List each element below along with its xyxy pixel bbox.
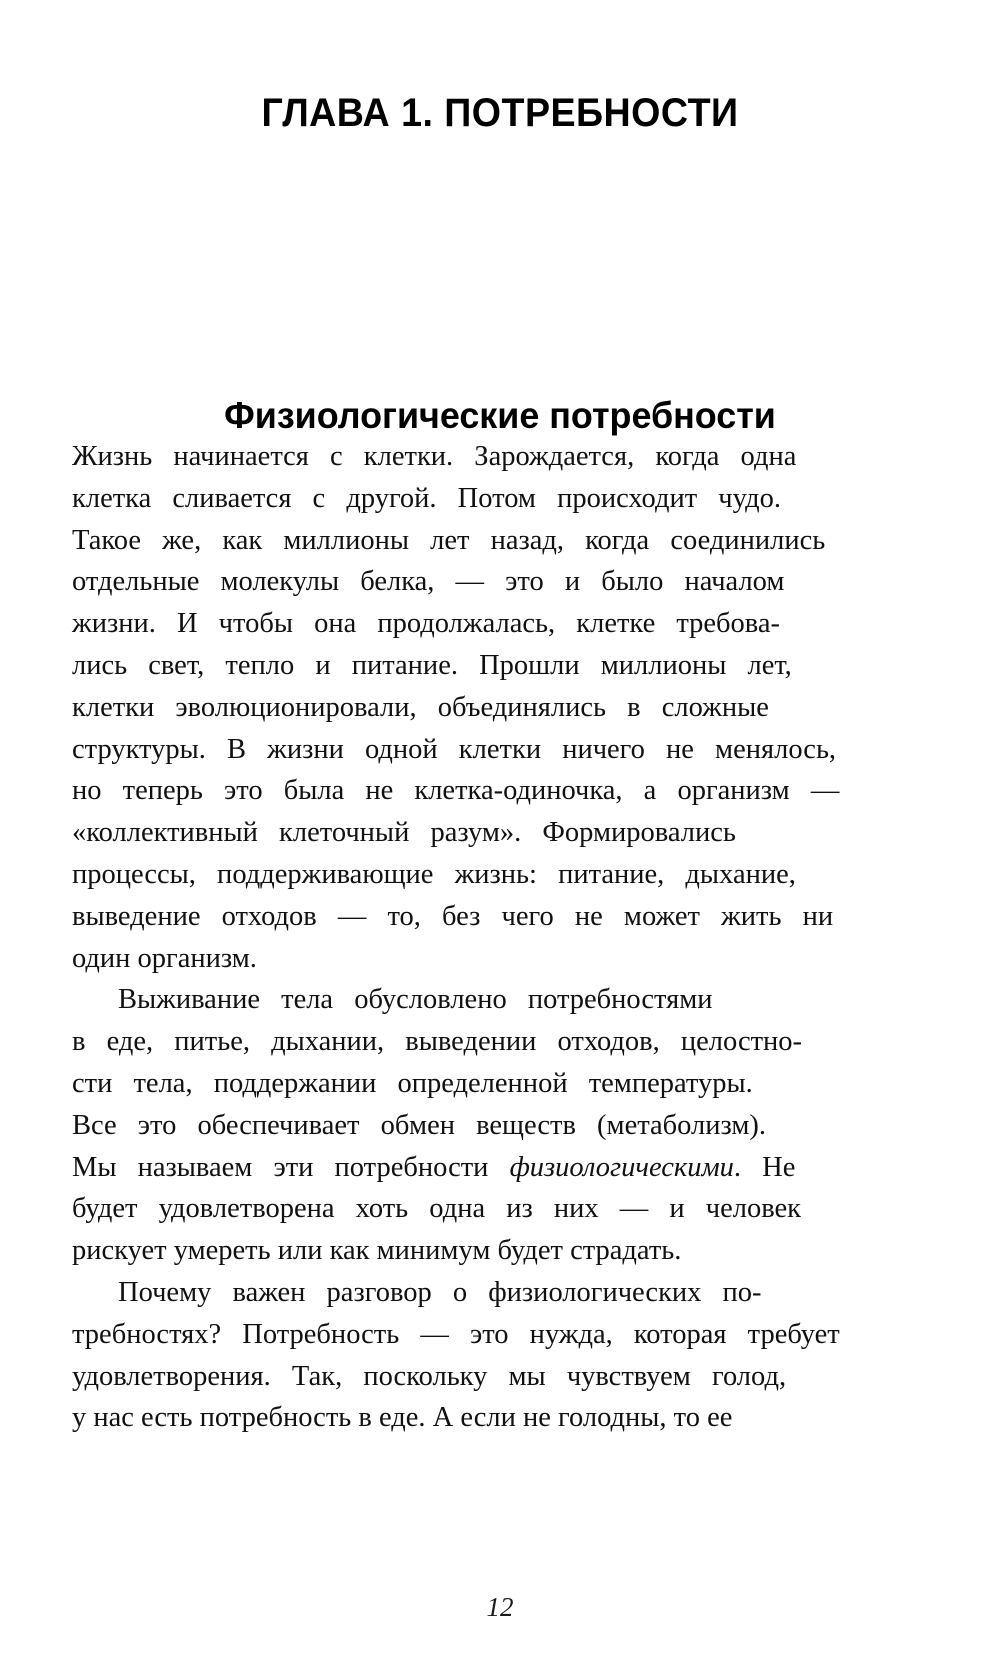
text-line: Все это обеспечивает обмен веществ (метаболизм).: [72, 1109, 767, 1141]
text-line-with-emphasis: [72, 1147, 928, 1189]
page-title: ГЛАВА 1. ПОТРЕБНОСТИ: [261, 90, 739, 135]
section-heading: Физиологические потребности: [224, 394, 776, 436]
text-line: клетки эволюционировали, объединялись в сложные: [72, 691, 769, 723]
text-line: Выживание тела обусловлено потребностями: [118, 984, 713, 1016]
text-fragment: . Не: [733, 1151, 796, 1183]
text-line: Жизнь начинается с клетки. Зарождается, когда одна: [72, 441, 797, 472]
paragraph-3: [72, 1272, 928, 1439]
paragraph-1: [72, 436, 928, 979]
text-line-last: у нас есть потребность в еде. А если не голодны, то ее: [72, 1402, 733, 1434]
text-line: Такое же, как миллионы лет назад, когда соединились: [72, 524, 826, 556]
text-line: отдельные молекулы белка, — это и было началом: [72, 566, 785, 598]
text-line: но теперь это была не клетка-одиночка, а организм —: [72, 775, 840, 807]
text-line-last: рискует умереть или как минимум будет страдать.: [72, 1235, 682, 1267]
text-line: клетка сливается с другой. Потом происходит чудо.: [72, 482, 781, 514]
page-number: 12: [486, 1592, 514, 1622]
text-line: выведение отходов — то, без чего не может жить ни: [72, 900, 834, 932]
text-line: в еде, питье, дыхании, выведении отходов, целостно-: [72, 1026, 803, 1058]
paragraph-2: [72, 979, 928, 1272]
text-fragment: Мы называем эти потребности: [72, 1151, 510, 1183]
text-line: будет удовлетворена хоть одна из них — и человек: [72, 1193, 801, 1225]
text-line: жизни. И чтобы она продолжалась, клетке требова-: [72, 608, 781, 640]
text-line-last: один организм.: [72, 942, 257, 974]
text-line: требностях? Потребность — это нужда, которая требует: [72, 1318, 840, 1350]
text-line: Почему важен разговор о физиологических по-: [118, 1276, 762, 1308]
emphasized-term: физиологическими: [509, 1151, 734, 1183]
text-line: «коллективный клеточный разум». Формировались: [72, 817, 736, 849]
text-line: процессы, поддерживающие жизнь: питание, дыхание,: [72, 858, 796, 890]
text-line: лись свет, тепло и питание. Прошли миллионы лет,: [72, 649, 792, 681]
text-line: сти тела, поддержании определенной температуры.: [72, 1067, 753, 1099]
text-line: структуры. В жизни одной клетки ничего не менялось,: [72, 733, 837, 765]
text-line: удовлетворения. Так, поскольку мы чувствуем голод,: [72, 1360, 787, 1392]
body-text: [72, 436, 928, 1439]
